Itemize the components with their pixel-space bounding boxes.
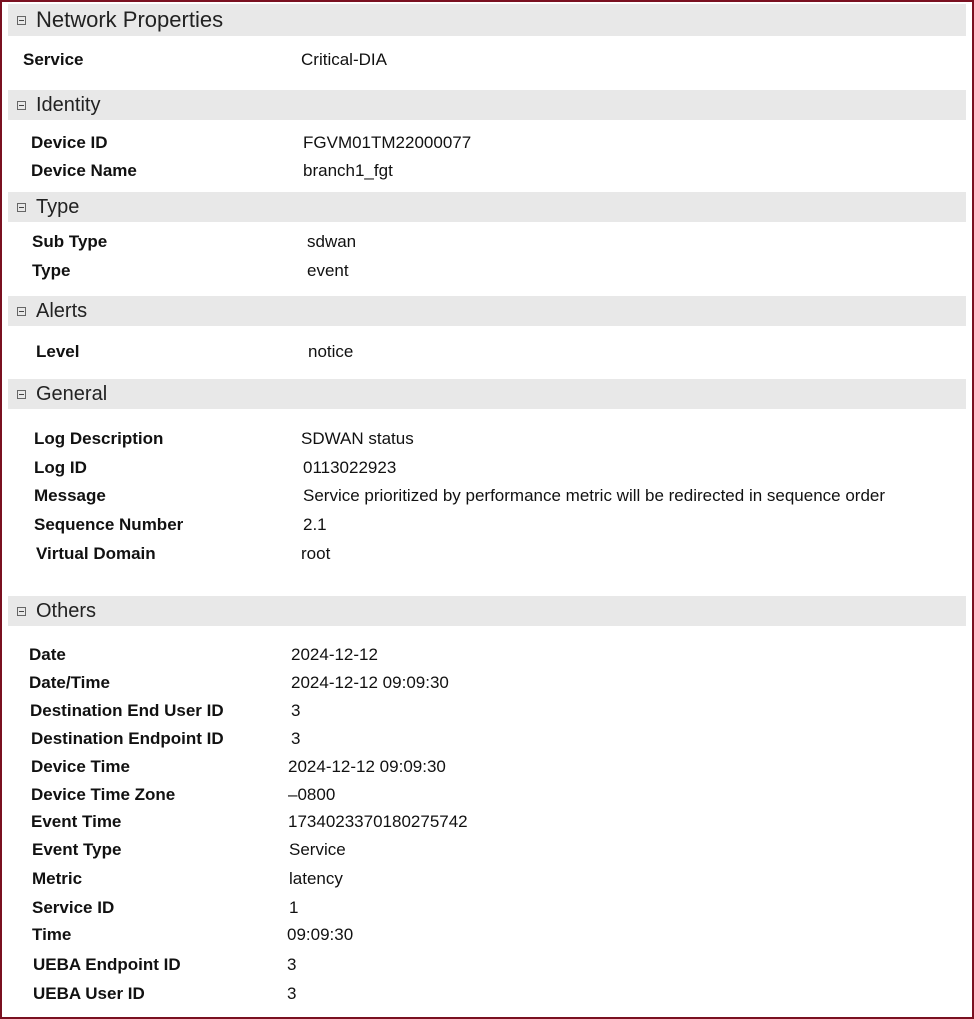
property-value: 2024-12-12 09:09:30: [291, 673, 449, 692]
property-key: Event Time: [31, 812, 122, 831]
section-header-type[interactable]: [8, 192, 966, 222]
property-row: [2, 161, 972, 185]
property-row: [2, 812, 972, 836]
property-row: [2, 458, 972, 482]
section-header-network-properties[interactable]: [8, 4, 966, 36]
property-row: [2, 429, 972, 453]
property-value: notice: [308, 342, 354, 361]
property-row: [2, 486, 972, 510]
section-header-others[interactable]: [8, 596, 966, 626]
property-row: [2, 515, 972, 539]
property-row: [2, 342, 972, 366]
property-key: Service ID: [32, 898, 115, 917]
property-value: 3: [287, 984, 297, 1003]
property-row: [2, 925, 972, 949]
property-row: [2, 785, 972, 809]
property-row: [2, 232, 972, 256]
section-title: Others: [36, 599, 97, 622]
section-title: Alerts: [36, 299, 88, 322]
property-row: [2, 984, 972, 1008]
section-title: Type: [36, 195, 80, 218]
property-row: [2, 840, 972, 864]
collapse-icon[interactable]: [17, 16, 26, 25]
section-header-identity[interactable]: [8, 90, 966, 120]
collapse-icon[interactable]: [17, 307, 26, 316]
collapse-icon[interactable]: [17, 390, 26, 399]
property-row: [2, 133, 972, 157]
property-key: Destination Endpoint ID: [31, 729, 224, 748]
property-key: Virtual Domain: [36, 544, 156, 563]
property-key: Sub Type: [32, 232, 108, 251]
property-key: Service: [23, 50, 84, 69]
property-row: [2, 261, 972, 285]
property-row: [2, 544, 972, 568]
property-value: Critical-DIA: [301, 50, 387, 69]
collapse-icon[interactable]: [17, 607, 26, 616]
property-value: –0800: [288, 785, 336, 804]
property-row: [2, 673, 972, 697]
property-value: Service prioritized by performance metric will be redirected in sequence order: [303, 486, 886, 505]
property-row: [2, 50, 972, 74]
property-key: Message: [34, 486, 106, 505]
property-value: SDWAN status: [301, 429, 414, 448]
property-key: Log Description: [34, 429, 164, 448]
property-key: Metric: [32, 869, 83, 888]
property-row: [2, 955, 972, 979]
property-key: Level: [36, 342, 80, 361]
property-row: [2, 869, 972, 893]
property-key: Type: [32, 261, 71, 280]
collapse-icon[interactable]: [17, 203, 26, 212]
property-key: Log ID: [34, 458, 87, 477]
collapse-icon[interactable]: [17, 101, 26, 110]
property-value: 2024-12-12: [291, 645, 378, 664]
property-key: UEBA Endpoint ID: [33, 955, 181, 974]
property-row: [2, 645, 972, 669]
property-key: Date: [29, 645, 66, 664]
property-value: 1: [289, 898, 299, 917]
property-value: 3: [291, 729, 301, 748]
property-value: 09:09:30: [287, 925, 354, 944]
property-value: 2024-12-12 09:09:30: [288, 757, 446, 776]
property-key: Device Time: [31, 757, 130, 776]
property-key: Event Type: [32, 840, 122, 859]
property-row: [2, 701, 972, 725]
property-key: UEBA User ID: [33, 984, 145, 1003]
property-value: 0113022923: [303, 458, 397, 477]
property-key: Sequence Number: [34, 515, 184, 534]
property-value: event: [307, 261, 349, 280]
property-key: Device ID: [31, 133, 108, 152]
property-value: 3: [291, 701, 301, 720]
property-key: Device Time Zone: [31, 785, 176, 804]
section-title: Identity: [36, 93, 101, 116]
property-value: 2.1: [303, 515, 327, 534]
section-title: General: [36, 382, 108, 405]
property-value: 1734023370180275742: [288, 812, 468, 831]
property-row: [2, 729, 972, 753]
property-value: latency: [289, 869, 343, 888]
section-header-general[interactable]: [8, 379, 966, 409]
property-row: [2, 898, 972, 922]
section-title: Network Properties: [36, 7, 224, 32]
property-value: 3: [287, 955, 297, 974]
property-key: Date/Time: [29, 673, 110, 692]
property-value: sdwan: [307, 232, 357, 251]
section-header-alerts[interactable]: [8, 296, 966, 326]
property-value: root: [301, 544, 331, 563]
property-key: Destination End User ID: [30, 701, 224, 720]
property-key: Time: [32, 925, 72, 944]
property-row: [2, 757, 972, 781]
property-value: Service: [289, 840, 346, 859]
property-value: branch1_fgt: [303, 161, 393, 180]
property-key: Device Name: [31, 161, 137, 180]
property-value: FGVM01TM22000077: [303, 133, 472, 152]
